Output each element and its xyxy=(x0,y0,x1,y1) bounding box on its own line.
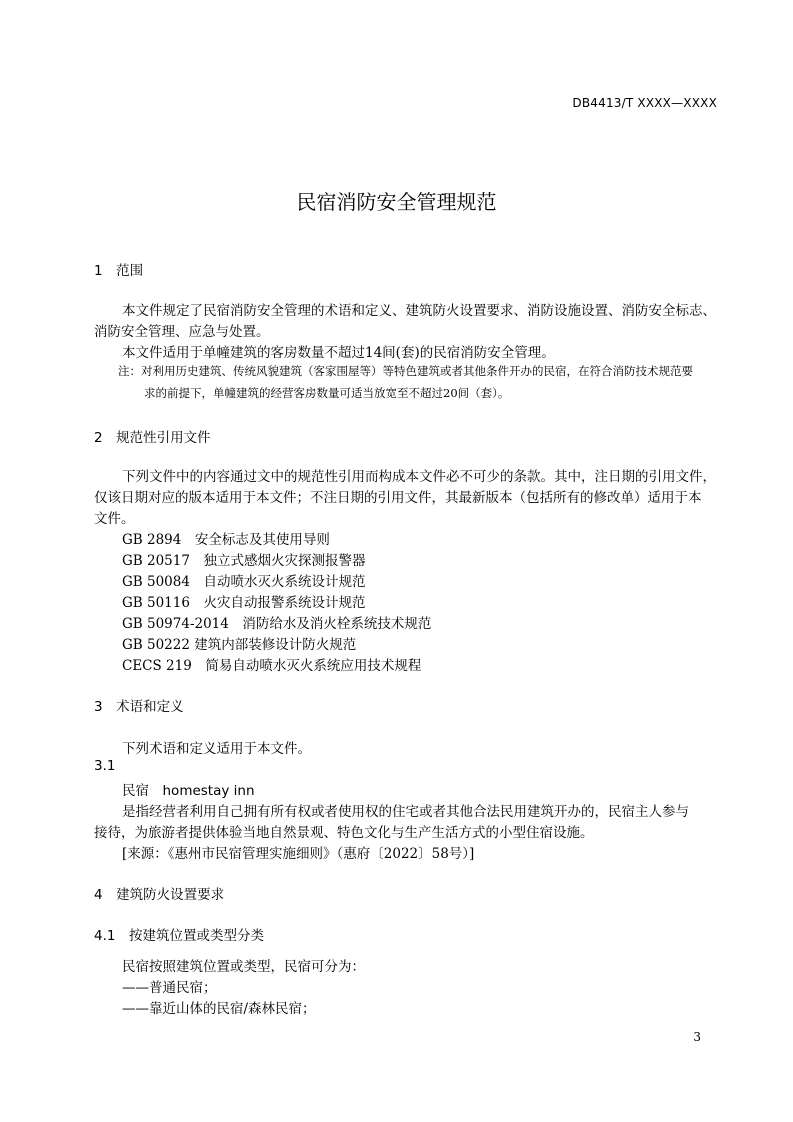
term-definition-line-1: 是指经营者利用自己拥有所有权或者使用权的住宅或者其他合法民用建筑开办的，民宿主人参与 xyxy=(122,804,689,820)
term-source: [来源：《惠州市民宿管理实施细则》（惠府〔2022〕58号）] xyxy=(122,846,475,862)
section-4-1-heading: 4.1 按建筑位置或类型分类 xyxy=(94,928,264,944)
section-1-heading: 1 范围 xyxy=(94,263,144,279)
section-1-note-line-2: 求的前提下，单幢建筑的经营客房数量可适当放宽至不超过20间（套）。 xyxy=(144,386,510,400)
reference-item: CECS 219 简易自动喷水灭火系统应用技术规程 xyxy=(122,658,422,674)
page-title: 民宿消防安全管理规范 xyxy=(296,190,497,214)
reference-item: GB 50084 自动喷水灭火系统设计规范 xyxy=(122,574,366,590)
reference-item: GB 50222 建筑内部装修设计防火规范 xyxy=(122,637,357,653)
section-3-heading: 3 术语和定义 xyxy=(94,699,184,715)
term-number: 3.1 xyxy=(94,758,116,774)
reference-item: GB 20517 独立式感烟火灾探测报警器 xyxy=(122,553,366,569)
section-1-paragraph-1-line-1: 本文件规定了民宿消防安全管理的术语和定义、建筑防火设置要求、消防设施设置、消防安全标志、 xyxy=(122,303,716,319)
reference-item: GB 50116 火灾自动报警系统设计规范 xyxy=(122,595,366,611)
section-4-heading: 4 建筑防火设置要求 xyxy=(94,887,225,903)
list-item: ——靠近山体的民宿/森林民宿； xyxy=(122,1001,316,1017)
page-number: 3 xyxy=(693,1030,701,1044)
list-item: ——普通民宿； xyxy=(122,980,217,996)
section-1-note-line-1: 注：对利用历史建筑、传统风貌建筑（客家围屋等）等特色建筑或者其他条件开办的民宿，在符合消防技术规范要 xyxy=(118,364,693,378)
term-title: 民宿 homestay inn xyxy=(122,783,255,799)
document-number: DB4413/T XXXX—XXXX xyxy=(572,96,717,110)
section-3-intro: 下列术语和定义适用于本文件。 xyxy=(122,741,311,757)
section-2-paragraph-line-3: 文件。 xyxy=(94,511,135,527)
section-2-paragraph-line-2: 仅该日期对应的版本适用于本文件；不注日期的引用文件，其最新版本（包括所有的修改单）适用于本 xyxy=(94,490,702,506)
section-1-paragraph-1-line-2: 消防安全管理、应急与处置。 xyxy=(94,324,270,340)
reference-item: GB 50974-2014 消防给水及消火栓系统技术规范 xyxy=(122,616,432,632)
reference-item: GB 2894 安全标志及其使用导则 xyxy=(122,532,330,548)
section-4-1-intro: 民宿按照建筑位置或类型，民宿可分为： xyxy=(122,959,365,975)
section-2-paragraph-line-1: 下列文件中的内容通过文中的规范性引用而构成本文件必不可少的条款。其中，注日期的引用文件， xyxy=(122,469,716,485)
term-definition-line-2: 接待，为旅游者提供体验当地自然景观、特色文化与生产生活方式的小型住宿设施。 xyxy=(94,825,594,841)
section-1-paragraph-2: 本文件适用于单幢建筑的客房数量不超过14间(套)的民宿消防安全管理。 xyxy=(122,345,555,361)
section-2-heading: 2 规范性引用文件 xyxy=(94,430,211,446)
